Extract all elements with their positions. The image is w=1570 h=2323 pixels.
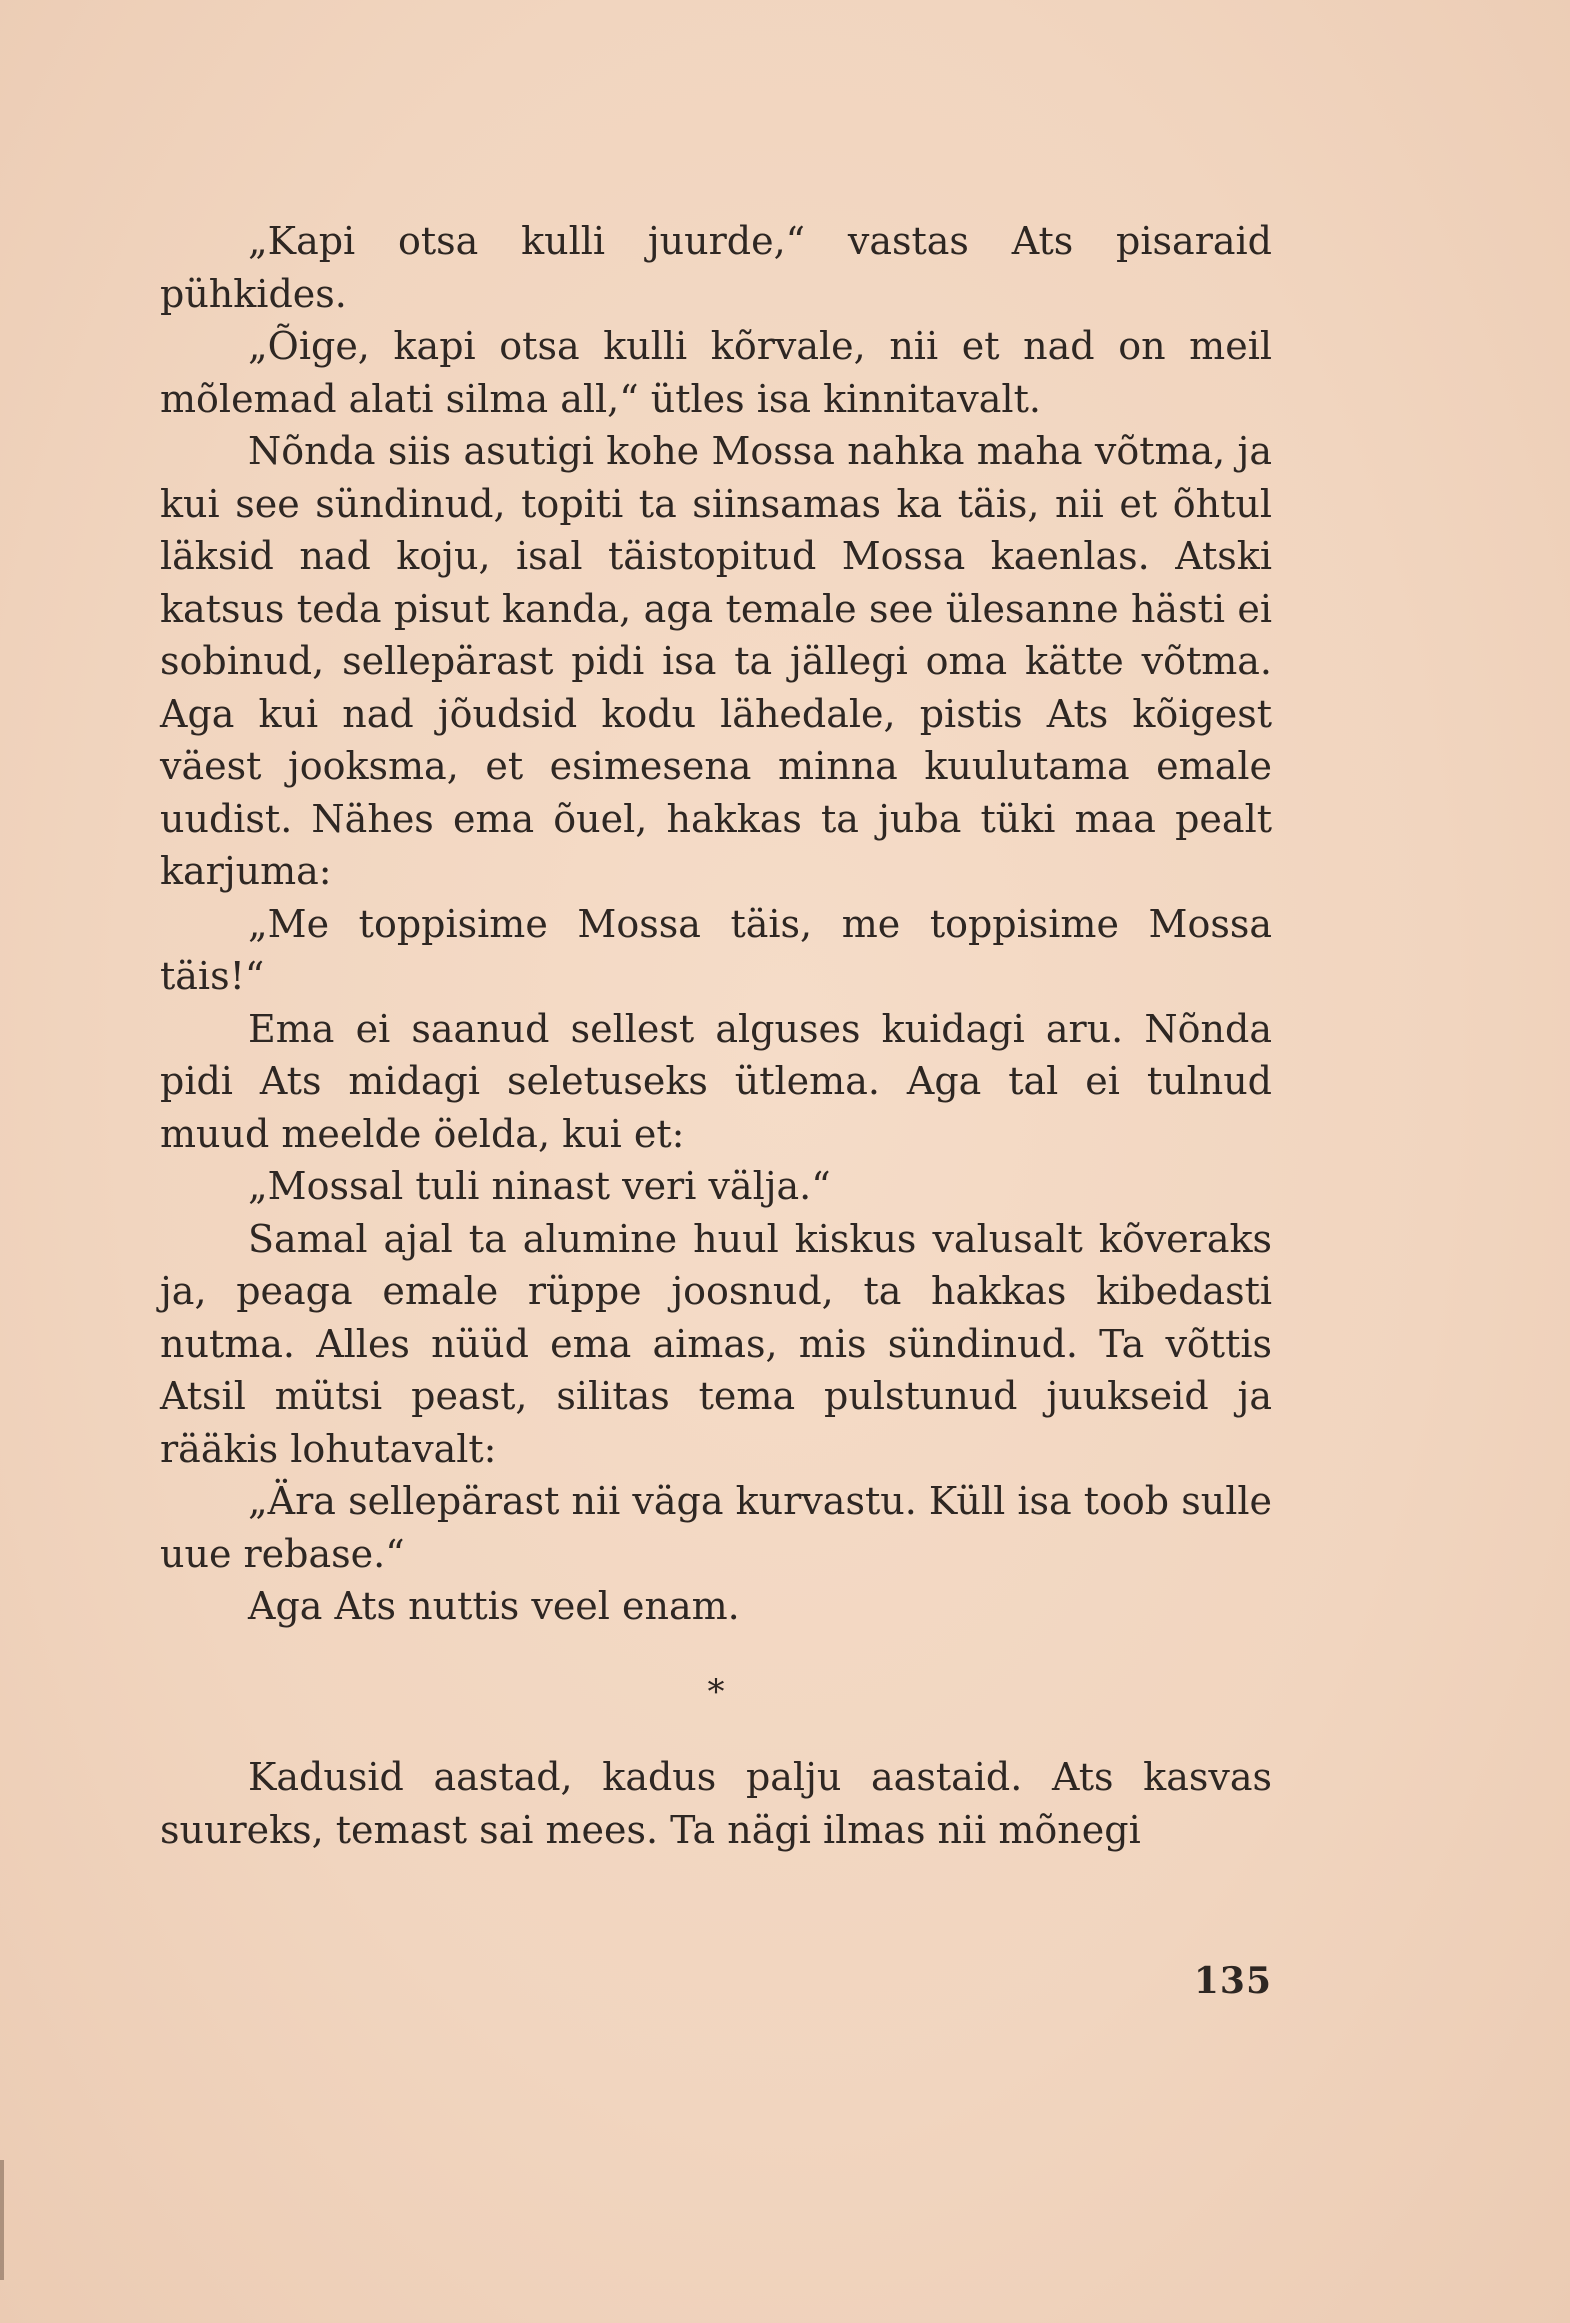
binding-edge bbox=[0, 2160, 4, 2280]
paragraph: „Õige, kapi otsa kulli kõrvale, nii et nad on meil mõlemad alati silma all,“ ütles isa kinnitavalt. bbox=[160, 324, 1272, 421]
section-separator: * bbox=[707, 1671, 725, 1712]
paragraph: „Me toppisime Mossa täis, me toppisime Mossa täis!“ bbox=[160, 901, 1272, 998]
body-text bbox=[160, 215, 1272, 1856]
page-number: 135 bbox=[1193, 1960, 1272, 2002]
paragraph: Ema ei saanud sellest alguses kuidagi aru. Nõnda pidi Ats midagi seletuseks ütlema. Aga tal ei tulnud muud meelde öelda, kui et: bbox=[160, 1006, 1272, 1156]
paragraph: Kadusid aastad, kadus palju aastaid. Ats kasvas suureks, temast sai mees. Ta nägi ilmas nii mõnegi bbox=[160, 1755, 1272, 1852]
paragraph: Aga Ats nuttis veel enam. bbox=[248, 1584, 740, 1628]
paragraph: Nõnda siis asutigi kohe Mossa nahka maha võtma, ja kui see sündinud, topiti ta siinsamas ka täis, nii et õhtul läksid nad koju, isal täistopitud Mossa kaenlas. Atski katsus teda pisut kanda, aga temale see ülesanne hästi ei sobinud, sellepärast pidi isa ta jällegi oma kätte võtma. Aga kui nad jõudsid kodu lähedale, pistis Ats kõigest väest jooksma, et esimesena minna kuulutama emale uudist. Nähes ema õuel, hakkas ta juba tüki maa pealt karjuma: bbox=[160, 429, 1272, 893]
paragraph: „Mossal tuli ninast veri välja.“ bbox=[248, 1164, 831, 1208]
paragraph: Samal ajal ta alumine huul kiskus valusalt kõveraks ja, peaga emale rüppe joosnud, ta hakkas kibedasti nutma. Alles nüüd ema aimas, mis sündinud. Ta võttis Atsil mütsi peast, silitas tema pulstunud juukseid ja rääkis lohutavalt: bbox=[160, 1216, 1272, 1471]
paragraph: „Kapi otsa kulli juurde,“ vastas Ats pisaraid pühkides. bbox=[160, 219, 1272, 316]
paragraph: „Ära sellepärast nii väga kurvastu. Küll isa toob sulle uue rebase.“ bbox=[160, 1479, 1272, 1576]
